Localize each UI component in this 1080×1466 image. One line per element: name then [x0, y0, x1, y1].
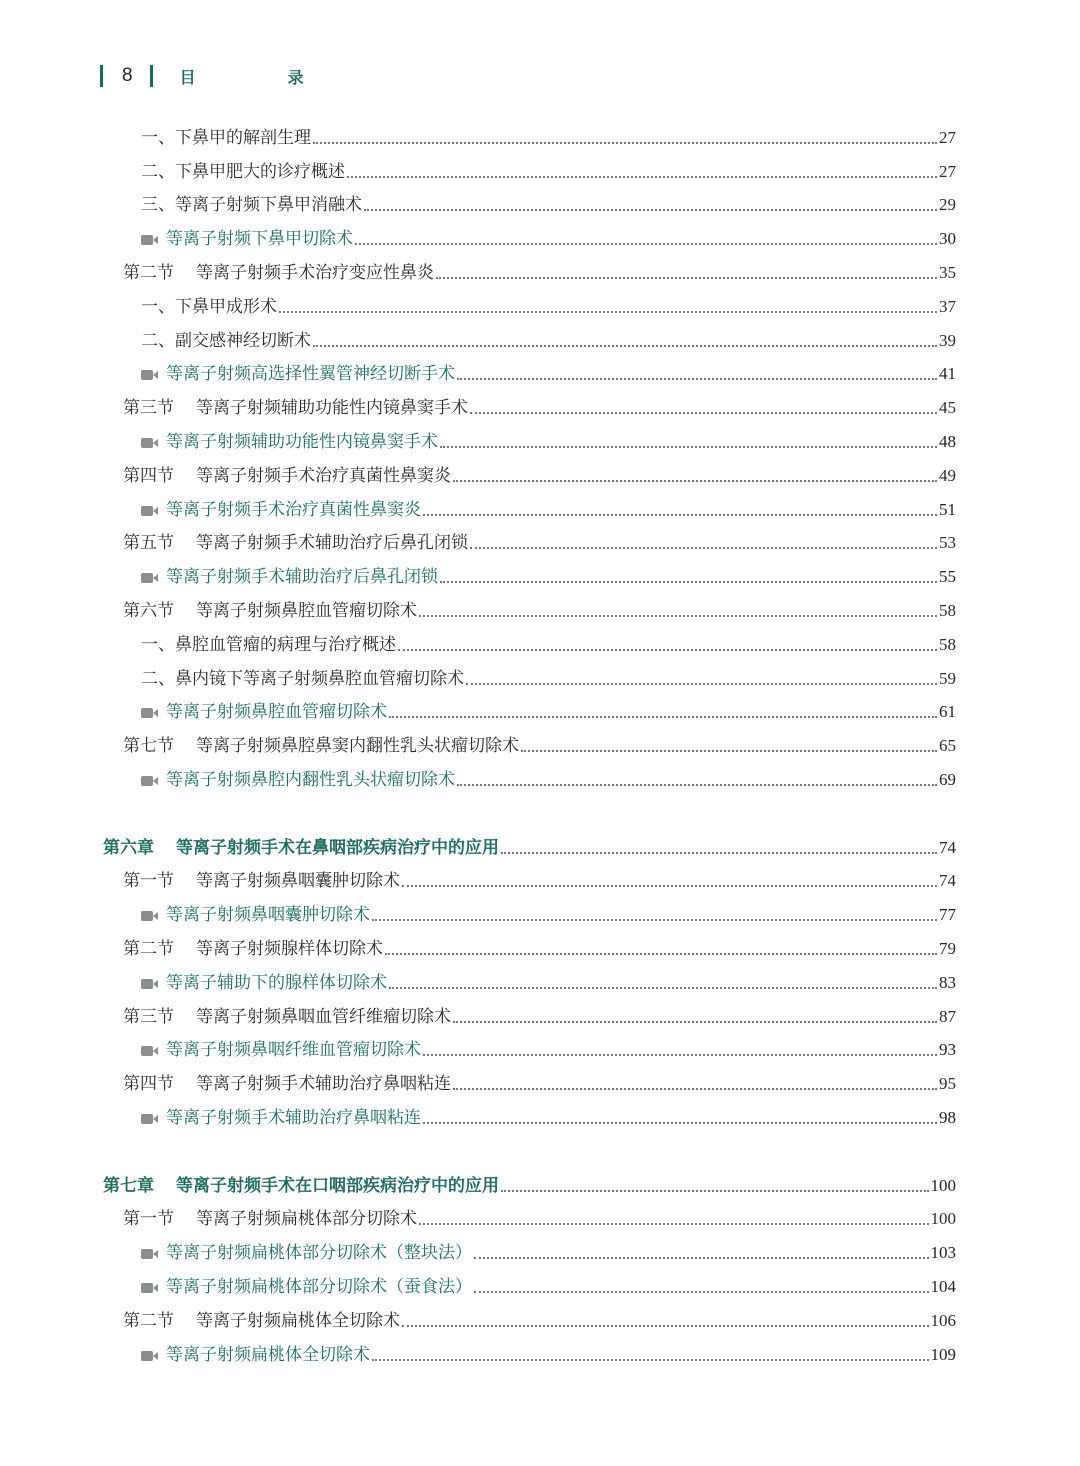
- toc-entry-label: 等离子射频手术辅助治疗后鼻孔闭锁: [196, 533, 468, 554]
- toc-section-row[interactable]: [0, 1000, 1080, 1034]
- toc-video-row[interactable]: [0, 425, 1080, 459]
- toc-dot-leader: [419, 615, 937, 617]
- toc-entry-label: 一、鼻腔血管瘤的病理与治疗概述: [141, 634, 396, 655]
- toc-item-row[interactable]: [0, 155, 1080, 189]
- toc-video-row[interactable]: [0, 560, 1080, 594]
- video-camera-icon: [141, 1283, 153, 1293]
- toc-entry-label: 等离子射频鼻咽囊肿切除术: [166, 905, 370, 926]
- toc-entry-label: 等离子射频手术在鼻咽部疾病治疗中的应用: [176, 837, 499, 858]
- toc-entry-label: 等离子射频鼻腔鼻窦内翻性乳头状瘤切除术: [196, 736, 519, 757]
- toc-item-row[interactable]: [0, 628, 1080, 662]
- video-camera-icon: [141, 911, 153, 921]
- toc-entry-label: 一、下鼻甲的解剖生理: [141, 127, 311, 148]
- toc-entry-label: 等离子射频扁桃体全切除术: [196, 1310, 400, 1331]
- toc-entry-label: 等离子射频扁桃体部分切除术（整块法）: [166, 1243, 472, 1264]
- toc-entry-number: 第五节: [123, 533, 174, 554]
- toc-dot-leader: [521, 750, 937, 752]
- toc-page-number: 69: [939, 770, 956, 790]
- page-number: 8: [122, 65, 133, 86]
- toc-entry-number: 第三节: [123, 1006, 174, 1027]
- toc-dot-leader: [474, 1257, 929, 1259]
- toc-page-number: 30: [939, 229, 956, 249]
- toc-entry-label: 等离子射频鼻腔内翻性乳头状瘤切除术: [166, 770, 455, 791]
- toc-dot-leader: [474, 1291, 929, 1293]
- toc-section-row[interactable]: [0, 256, 1080, 290]
- toc-dot-leader: [423, 514, 937, 516]
- header-left-bar: [100, 65, 103, 87]
- toc-entry-label: 等离子射频手术辅助治疗鼻咽粘连: [196, 1074, 451, 1095]
- toc-entry-label: 等离子射频鼻腔血管瘤切除术: [196, 601, 417, 622]
- toc-page-number: 93: [939, 1040, 956, 1060]
- toc-entry-label: 等离子射频手术治疗真菌性鼻窦炎: [166, 499, 421, 520]
- toc-section-row[interactable]: [0, 932, 1080, 966]
- toc-spacer: [0, 1135, 1080, 1169]
- toc-dot-leader: [372, 1359, 929, 1361]
- toc-page-number: 104: [930, 1276, 956, 1296]
- toc-dot-leader: [453, 1021, 937, 1023]
- toc-dot-leader: [501, 852, 937, 854]
- toc-page-number: 51: [939, 499, 956, 519]
- toc-dot-leader: [453, 1088, 937, 1090]
- toc-entry-label: 等离子射频扁桃体部分切除术（蚕食法）: [166, 1276, 472, 1297]
- toc-section-row[interactable]: [0, 527, 1080, 561]
- video-camera-icon: [141, 438, 153, 448]
- video-camera-icon: [141, 1351, 153, 1361]
- toc-video-row[interactable]: [0, 1270, 1080, 1304]
- toc-section-row[interactable]: [0, 391, 1080, 425]
- toc-dot-leader: [501, 1190, 929, 1192]
- toc-chapter-row[interactable]: [0, 1169, 1080, 1203]
- toc-video-row[interactable]: [0, 1101, 1080, 1135]
- toc-section-row[interactable]: [0, 865, 1080, 899]
- video-camera-icon: [141, 370, 153, 380]
- toc-item-row[interactable]: [0, 189, 1080, 223]
- toc-entry-label: 等离子射频鼻咽血管纤维瘤切除术: [196, 1006, 451, 1027]
- toc-dot-leader: [436, 277, 937, 279]
- toc-page-number: 61: [939, 702, 956, 722]
- toc-video-row[interactable]: [0, 1338, 1080, 1372]
- toc-item-row[interactable]: [0, 121, 1080, 155]
- toc-entry-number: 第一节: [123, 1209, 174, 1230]
- toc-dot-leader: [440, 581, 937, 583]
- toc-page-number: 74: [939, 837, 956, 857]
- toc-page-number: 100: [930, 1175, 956, 1195]
- toc-entry-label: 等离子射频扁桃体全切除术: [166, 1344, 370, 1365]
- toc-entry-number: 第一节: [123, 871, 174, 892]
- table-of-contents: [0, 121, 1080, 1371]
- toc-page-number: 53: [939, 533, 956, 553]
- toc-entry-number: 第七章: [103, 1175, 154, 1196]
- toc-dot-leader: [313, 142, 937, 144]
- toc-entry-number: 第二节: [123, 939, 174, 960]
- toc-section-row[interactable]: [0, 1304, 1080, 1338]
- toc-entry-label: 等离子射频手术辅助治疗后鼻孔闭锁: [166, 567, 438, 588]
- toc-video-row[interactable]: [0, 1236, 1080, 1270]
- toc-section-row[interactable]: [0, 1067, 1080, 1101]
- toc-page-number: 58: [939, 601, 956, 621]
- toc-entry-label: 等离子射频辅助功能性内镜鼻窦手术: [166, 432, 438, 453]
- toc-entry-label: 等离子射频鼻咽囊肿切除术: [196, 871, 400, 892]
- toc-entry-label: 等离子射频扁桃体部分切除术: [196, 1209, 417, 1230]
- toc-entry-label: 等离子射频手术辅助治疗鼻咽粘连: [166, 1108, 421, 1128]
- toc-entry-number: 第三节: [123, 398, 174, 419]
- header-divider-bar: [150, 65, 153, 87]
- toc-page-number: 100: [930, 1209, 956, 1229]
- video-camera-icon: [141, 573, 153, 583]
- toc-page-number: 55: [939, 567, 956, 587]
- toc-page-number: 65: [939, 736, 956, 756]
- toc-page-number: 74: [939, 871, 956, 891]
- toc-entry-number: 第七节: [123, 736, 174, 757]
- toc-video-row[interactable]: [0, 1034, 1080, 1068]
- toc-page-number: 37: [939, 296, 956, 316]
- toc-video-row[interactable]: [0, 966, 1080, 1000]
- toc-entry-label: 等离子射频高选择性翼管神经切断手术: [166, 364, 455, 385]
- toc-section-row[interactable]: [0, 459, 1080, 493]
- toc-spacer: [0, 797, 1080, 831]
- toc-page-number: 106: [930, 1310, 956, 1330]
- toc-dot-leader: [347, 176, 937, 178]
- toc-page-number: 35: [939, 263, 956, 283]
- toc-page-number: 103: [930, 1243, 956, 1263]
- toc-entry-number: 第四节: [123, 1074, 174, 1095]
- toc-page-number: 41: [939, 364, 956, 384]
- toc-page-number: 45: [939, 398, 956, 418]
- toc-entry-label: 一、下鼻甲成形术: [141, 296, 277, 317]
- toc-entry-label: 等离子射频手术在口咽部疾病治疗中的应用: [176, 1175, 499, 1196]
- toc-page-number: 79: [939, 939, 956, 959]
- toc-section-row[interactable]: [0, 594, 1080, 628]
- video-camera-icon: [141, 1249, 153, 1259]
- toc-entry-number: 第六章: [103, 837, 154, 858]
- toc-dot-leader: [402, 885, 937, 887]
- toc-page-number: 49: [939, 465, 956, 485]
- toc-dot-leader: [402, 1325, 929, 1327]
- toc-dot-leader: [453, 480, 937, 482]
- toc-dot-leader: [313, 345, 937, 347]
- toc-video-row[interactable]: [0, 696, 1080, 730]
- toc-video-row[interactable]: [0, 763, 1080, 797]
- toc-dot-leader: [398, 649, 937, 651]
- toc-entry-label: 等离子射频手术治疗真菌性鼻窦炎: [196, 465, 451, 486]
- toc-page-number: 58: [939, 634, 956, 654]
- page-title: 目 录: [179, 67, 342, 87]
- toc-dot-leader: [355, 243, 937, 245]
- toc-item-row[interactable]: [0, 662, 1080, 696]
- toc-dot-leader: [389, 987, 937, 989]
- video-camera-icon: [141, 979, 153, 989]
- video-camera-icon: [141, 506, 153, 516]
- toc-dot-leader: [466, 683, 937, 685]
- toc-entry-label: 二、副交感神经切断术: [141, 330, 311, 351]
- toc-page-number: 59: [939, 668, 956, 688]
- toc-entry-number: 第六节: [123, 601, 174, 622]
- video-camera-icon: [141, 708, 153, 718]
- toc-item-row[interactable]: [0, 324, 1080, 358]
- toc-dot-leader: [440, 446, 937, 448]
- video-camera-icon: [141, 235, 153, 245]
- toc-video-row[interactable]: [0, 898, 1080, 932]
- toc-entry-label: 等离子射频腺样体切除术: [196, 939, 383, 960]
- toc-entry-label: 二、下鼻甲肥大的诊疗概述: [141, 161, 345, 182]
- toc-dot-leader: [423, 1122, 937, 1124]
- toc-item-row[interactable]: [0, 290, 1080, 324]
- toc-page-number: 98: [939, 1108, 956, 1127]
- toc-entry-label: 等离子射频辅助功能性内镜鼻窦手术: [196, 398, 468, 419]
- toc-dot-leader: [372, 919, 937, 921]
- toc-page-number: 109: [930, 1344, 956, 1364]
- toc-chapter-row[interactable]: [0, 831, 1080, 865]
- page-header: [100, 62, 342, 90]
- toc-dot-leader: [457, 378, 937, 380]
- toc-page-number: 27: [939, 127, 956, 147]
- toc-section-row[interactable]: [0, 1203, 1080, 1237]
- toc-dot-leader: [470, 547, 937, 549]
- toc-dot-leader: [423, 1054, 937, 1056]
- toc-page-number: 27: [939, 161, 956, 181]
- video-camera-icon: [141, 1046, 153, 1056]
- toc-page-number: 87: [939, 1006, 956, 1026]
- toc-entry-label: 等离子辅助下的腺样体切除术: [166, 972, 387, 993]
- toc-dot-leader: [279, 311, 937, 313]
- toc-page-number: 95: [939, 1074, 956, 1094]
- toc-dot-leader: [389, 716, 937, 718]
- toc-entry-number: 第二节: [123, 263, 174, 284]
- toc-entry-label: 等离子射频鼻咽纤维血管瘤切除术: [166, 1040, 421, 1061]
- toc-page-number: 29: [939, 195, 956, 215]
- video-camera-icon: [141, 776, 153, 786]
- toc-dot-leader: [470, 412, 937, 414]
- toc-dot-leader: [419, 1223, 929, 1225]
- toc-page-number: 83: [939, 972, 956, 992]
- toc-entry-label: 等离子射频鼻腔血管瘤切除术: [166, 702, 387, 723]
- toc-page-number: 48: [939, 432, 956, 452]
- video-camera-icon: [141, 1114, 153, 1124]
- toc-video-row[interactable]: [0, 358, 1080, 392]
- toc-page-number: 77: [939, 905, 956, 925]
- toc-entry-label: 等离子射频下鼻甲切除术: [166, 229, 353, 250]
- toc-entry-label: 三、等离子射频下鼻甲消融术: [141, 195, 362, 216]
- toc-entry-number: 第四节: [123, 465, 174, 486]
- toc-dot-leader: [457, 784, 937, 786]
- toc-dot-leader: [385, 953, 937, 955]
- toc-dot-leader: [364, 209, 937, 211]
- toc-entry-number: 第二节: [123, 1310, 174, 1331]
- toc-entry-label: 等离子射频手术治疗变应性鼻炎: [196, 263, 434, 284]
- toc-video-row[interactable]: [0, 222, 1080, 256]
- toc-page-number: 39: [939, 330, 956, 350]
- toc-entry-label: 二、鼻内镜下等离子射频鼻腔血管瘤切除术: [141, 668, 464, 689]
- toc-section-row[interactable]: [0, 729, 1080, 763]
- toc-video-row[interactable]: [0, 493, 1080, 527]
